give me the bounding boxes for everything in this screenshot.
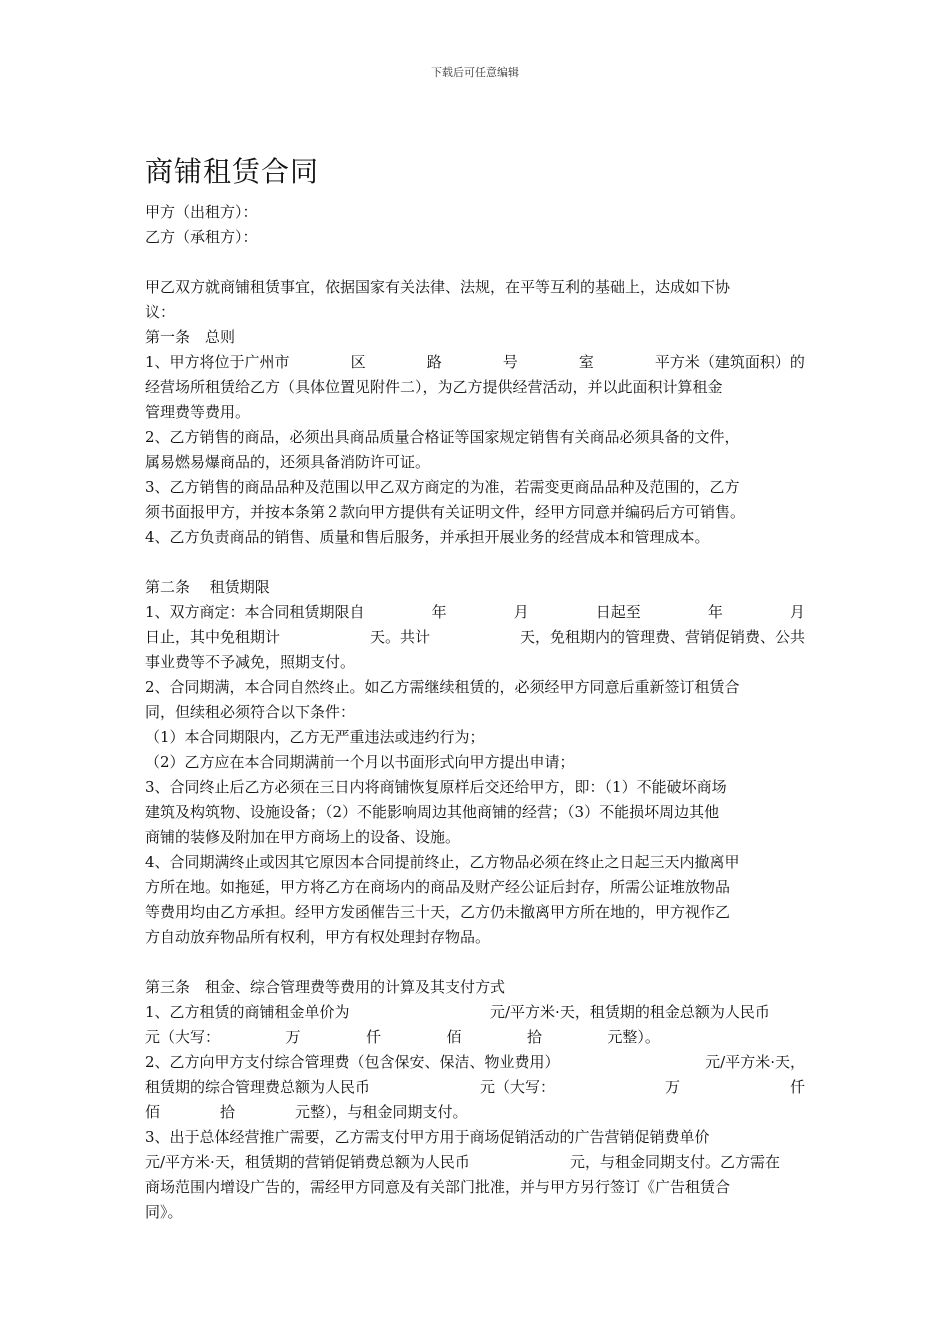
fill-text: 平方米（建筑面积）的 <box>654 353 805 371</box>
fill-text: 天，免租期内的管理费、营销促销费、公共 <box>519 628 805 646</box>
article-3-clause-2-fill-line <box>145 1075 805 1100</box>
article-2-clause-1-line: 事业费等不予减免，照期支付。 <box>145 653 356 671</box>
fill-text: 区 <box>350 353 366 371</box>
article-2-clause-3-line: 商铺的装修及附加在甲方商场上的设备、设施。 <box>145 828 461 846</box>
fill-text: 租赁期的综合管理费总额为人民币 <box>145 1078 371 1096</box>
article-3-clause-2-fill-line <box>145 1050 805 1075</box>
fill-text: 1、甲方将位于广州市 <box>145 353 290 371</box>
article-1-clause-3-line: 3、乙方销售的商品品种及范围以甲乙双方商定的为准，若需变更商品品种及范围的，乙方 <box>145 478 740 496</box>
intro-line: 甲乙双方就商铺租赁事宜，依据国家有关法律、法规，在平等互利的基础上，达成如下协 <box>145 278 731 296</box>
article-3-clause-1-fill-line <box>145 1000 805 1025</box>
fill-text: 1、双方商定：本合同租赁期限自 <box>145 603 365 621</box>
article-1-clause-4-line: 4、乙方负责商品的销售、质量和售后服务，并承担开展业务的经营成本和管理成本。 <box>145 528 710 546</box>
article-3-clause-3-line: 商场范围内增设广告的，需经甲方同意及有关部门批准，并与甲方另行签订《广告租赁合 <box>145 1178 731 1196</box>
article-1-clause-1-line: 管理费等费用。 <box>145 403 251 421</box>
fill-text: 万 <box>285 1028 301 1046</box>
fill-text: 佰 <box>446 1028 462 1046</box>
fill-text: 月 <box>789 603 805 621</box>
article-1-clause-1-fill-line <box>145 350 805 375</box>
article-3-clause-3-line: 3、出于总体经营推广需要，乙方需支付甲方用于商场促销活动的广告营销促销费单价 <box>145 1128 710 1146</box>
article-2-clause-3-line: 建筑及构筑物、设施设备；（2）不能影响周边其他商铺的经营；（3）不能损坏周边其他 <box>145 803 720 821</box>
fill-text: 拾 <box>220 1103 236 1121</box>
fill-text: 路 <box>426 353 442 371</box>
article-1-clause-2-line: 2、乙方销售的商品，必须出具商品质量合格证等国家规定销售有关商品必须具备的文件， <box>145 428 740 446</box>
article-3-clause-2-fill-line <box>145 1100 805 1125</box>
fill-text: 年 <box>431 603 447 621</box>
document-body <box>145 150 805 1225</box>
intro-line: 议： <box>145 303 176 321</box>
fill-text: 1、乙方租赁的商铺租金单价为 <box>145 1003 350 1021</box>
article-3-heading: 第三条 租金、综合管理费等费用的计算及其支付方式 <box>145 978 506 996</box>
article-2-clause-1-fill-line <box>145 625 805 650</box>
fill-text: 元（大写： <box>145 1028 221 1046</box>
party-b: 乙方（承租方）： <box>145 228 258 246</box>
article-2-clause-3-line: 3、合同终止后乙方必须在三日内将商铺恢复原样后交还给甲方，即：（1）不能破坏商场 <box>145 778 727 796</box>
fill-text: 日止，其中免租期计 <box>145 628 281 646</box>
fill-text: 2、乙方向甲方支付综合管理费（包含保安、保洁、物业费用） <box>145 1053 560 1071</box>
article-3-clause-3-line: 同》。 <box>145 1203 183 1221</box>
article-2-clause-2-line: 2、合同期满，本合同自然终止。如乙方需继续租赁的，必须经甲方同意后重新签订租赁合 <box>145 678 740 696</box>
fill-text: 万 <box>664 1078 680 1096</box>
fill-text: 佰 <box>145 1103 161 1121</box>
party-a: 甲方（出租方）： <box>145 203 258 221</box>
fill-text: 仟 <box>789 1078 805 1096</box>
fill-text: 仟 <box>365 1028 381 1046</box>
article-1-clause-1-line: 经营场所租赁给乙方（具体位置见附件二），为乙方提供经营活动，并以此面积计算租金 <box>145 378 723 396</box>
fill-text: 元（大写： <box>479 1078 555 1096</box>
fill-text: 日起至 <box>595 603 641 621</box>
fill-text: 号 <box>502 353 518 371</box>
article-2-clause-4-line: 方所在地。如拖延，甲方将乙方在商场内的商品及财产经公证后封存，所需公证堆放物品 <box>145 878 731 896</box>
page-header-note: 下载后可任意编辑 <box>431 66 519 79</box>
article-2-clause-4-line: 方自动放弃物品所有权利，甲方有权处理封存物品。 <box>145 928 491 946</box>
article-1-clause-2-line: 属易燃易爆商品的，还须具备消防许可证。 <box>145 453 431 471</box>
fill-text: 元/平方米·天， <box>705 1053 805 1071</box>
fill-text: 元整），与租金同期支付。 <box>295 1103 468 1121</box>
article-2-clause-4-line: 等费用均由乙方承担。经甲方发函催告三十天，乙方仍未撤离甲方所在地的，甲方视作乙 <box>145 903 731 921</box>
article-3-clause-3-fill-line <box>145 1150 805 1175</box>
article-2-clause-2-line: 同，但续租必须符合以下条件： <box>145 703 356 721</box>
fill-text: 室 <box>578 353 594 371</box>
fill-text: 元/平方米·天，租赁期的租金总额为人民币 <box>490 1003 770 1021</box>
article-2-clause-1-fill-line <box>145 600 805 625</box>
fill-text: 天。共计 <box>369 628 430 646</box>
fill-text: 元整）。 <box>607 1028 660 1046</box>
fill-text: 元，与租金同期支付。乙方需在 <box>570 1153 781 1171</box>
document-title: 商铺租赁合同 <box>145 155 320 188</box>
article-1-heading: 第一条 总则 <box>145 328 236 346</box>
fill-text: 月 <box>513 603 529 621</box>
article-1-clause-3-line: 须书面报甲方，并按本条第２款向甲方提供有关证明文件，经甲方同意并编码后方可销售。 <box>145 503 746 521</box>
fill-text: 年 <box>707 603 723 621</box>
article-2-condition-item: （1）本合同期限内，乙方无严重违法或违约行为； <box>145 728 485 746</box>
article-3-clause-1-fill-line <box>145 1025 805 1050</box>
fill-text: 拾 <box>526 1028 542 1046</box>
article-2-condition-item: （2）乙方应在本合同期满前一个月以书面形式向甲方提出申请； <box>145 753 575 771</box>
fill-text: 元/平方米·天，租赁期的营销促销费总额为人民币 <box>145 1153 470 1171</box>
article-2-heading: 第二条 租赁期限 <box>145 578 270 596</box>
article-2-clause-4-line: 4、合同期满终止或因其它原因本合同提前终止，乙方物品必须在终止之日起三天内撤离甲 <box>145 853 740 871</box>
